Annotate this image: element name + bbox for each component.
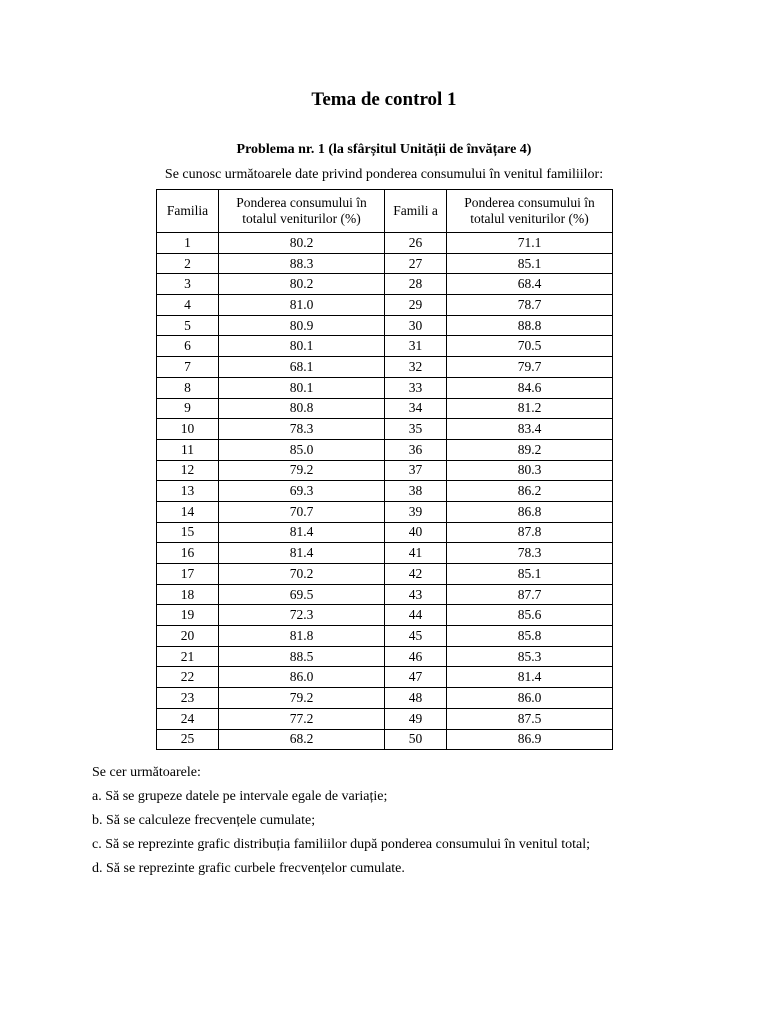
cell-pondere: 79.2: [219, 460, 385, 481]
cell-pondere-2: 87.8: [447, 522, 613, 543]
table-header-row: [157, 190, 613, 233]
cell-pondere: 68.1: [219, 357, 385, 378]
cell-pondere-2: 80.3: [447, 460, 613, 481]
cell-familia-2: 31: [385, 336, 447, 357]
cell-pondere-2: 81.2: [447, 398, 613, 419]
cell-pondere: 81.4: [219, 543, 385, 564]
cell-pondere: 81.8: [219, 626, 385, 647]
cell-familia-2: 33: [385, 377, 447, 398]
cell-familia-2: 46: [385, 646, 447, 667]
cell-familia: 18: [157, 584, 219, 605]
cell-familia-2: 39: [385, 501, 447, 522]
table-row: [157, 253, 613, 274]
cell-familia: 19: [157, 605, 219, 626]
table-row: [157, 522, 613, 543]
cell-pondere-2: 68.4: [447, 274, 613, 295]
table-row: [157, 729, 613, 750]
cell-pondere: 72.3: [219, 605, 385, 626]
cell-pondere-2: 83.4: [447, 419, 613, 440]
table-row: [157, 605, 613, 626]
cell-pondere-2: 86.0: [447, 688, 613, 709]
cell-familia: 16: [157, 543, 219, 564]
requirement-a: a. Să se grupeze datele pe intervale egale de variație;: [92, 789, 388, 804]
cell-familia: 7: [157, 357, 219, 378]
cell-pondere: 70.2: [219, 564, 385, 585]
cell-pondere-2: 87.7: [447, 584, 613, 605]
cell-pondere: 78.3: [219, 419, 385, 440]
cell-pondere-2: 78.3: [447, 543, 613, 564]
table-row: [157, 336, 613, 357]
header-familia: Familia: [157, 190, 219, 233]
cell-pondere: 88.3: [219, 253, 385, 274]
cell-familia: 23: [157, 688, 219, 709]
table-row: [157, 626, 613, 647]
table-row: [157, 688, 613, 709]
cell-familia-2: 29: [385, 295, 447, 316]
cell-pondere-2: 85.6: [447, 605, 613, 626]
table-row: [157, 584, 613, 605]
cell-familia: 24: [157, 708, 219, 729]
cell-familia-2: 35: [385, 419, 447, 440]
cell-familia-2: 41: [385, 543, 447, 564]
cell-pondere: 80.2: [219, 274, 385, 295]
table-row: [157, 377, 613, 398]
cell-pondere: 80.1: [219, 336, 385, 357]
cell-pondere: 81.4: [219, 522, 385, 543]
cell-familia: 10: [157, 419, 219, 440]
cell-pondere: 88.5: [219, 646, 385, 667]
requirements-section: [92, 763, 590, 883]
problem-heading: Problema nr. 1 (la sfârșitul Unității de învățare 4): [236, 142, 532, 157]
header-pondere-2: Ponderea consumului în totalul veniturilor (%): [447, 190, 613, 233]
cell-familia-2: 45: [385, 626, 447, 647]
cell-pondere: 80.1: [219, 377, 385, 398]
cell-pondere-2: 86.2: [447, 481, 613, 502]
cell-familia: 2: [157, 253, 219, 274]
cell-familia-2: 40: [385, 522, 447, 543]
document-title: Tema de control 1: [311, 89, 457, 110]
cell-pondere: 80.9: [219, 315, 385, 336]
cell-pondere-2: 85.3: [447, 646, 613, 667]
table-row: [157, 667, 613, 688]
cell-familia-2: 34: [385, 398, 447, 419]
cell-familia: 12: [157, 460, 219, 481]
cell-pondere: 80.8: [219, 398, 385, 419]
cell-familia: 3: [157, 274, 219, 295]
cell-pondere: 86.0: [219, 667, 385, 688]
cell-familia: 8: [157, 377, 219, 398]
cell-familia-2: 27: [385, 253, 447, 274]
cell-pondere: 80.2: [219, 233, 385, 254]
table-row: [157, 501, 613, 522]
cell-familia-2: 32: [385, 357, 447, 378]
cell-familia: 14: [157, 501, 219, 522]
cell-familia: 13: [157, 481, 219, 502]
cell-familia: 5: [157, 315, 219, 336]
cell-pondere-2: 85.1: [447, 253, 613, 274]
cell-pondere-2: 87.5: [447, 708, 613, 729]
header-pondere-1: Ponderea consumului în totalul veniturilor (%): [219, 190, 385, 233]
table-row: [157, 708, 613, 729]
cell-pondere-2: 71.1: [447, 233, 613, 254]
cell-pondere: 69.3: [219, 481, 385, 502]
cell-familia-2: 42: [385, 564, 447, 585]
table-row: [157, 646, 613, 667]
cell-pondere: 81.0: [219, 295, 385, 316]
cell-familia: 1: [157, 233, 219, 254]
table-row: [157, 295, 613, 316]
cell-pondere-2: 86.9: [447, 729, 613, 750]
cell-pondere-2: 84.6: [447, 377, 613, 398]
data-table: [156, 189, 613, 750]
cell-pondere-2: 79.7: [447, 357, 613, 378]
cell-pondere-2: 88.8: [447, 315, 613, 336]
cell-pondere: 69.5: [219, 584, 385, 605]
cell-familia: 21: [157, 646, 219, 667]
table-body: [157, 233, 613, 750]
cell-familia: 11: [157, 439, 219, 460]
cell-pondere: 79.2: [219, 688, 385, 709]
cell-familia-2: 36: [385, 439, 447, 460]
cell-pondere-2: 89.2: [447, 439, 613, 460]
cell-pondere: 68.2: [219, 729, 385, 750]
cell-pondere: 85.0: [219, 439, 385, 460]
cell-familia: 15: [157, 522, 219, 543]
table-row: [157, 419, 613, 440]
cell-pondere-2: 85.8: [447, 626, 613, 647]
cell-familia: 20: [157, 626, 219, 647]
cell-familia-2: 50: [385, 729, 447, 750]
cell-familia: 25: [157, 729, 219, 750]
table-row: [157, 564, 613, 585]
cell-familia: 6: [157, 336, 219, 357]
table-row: [157, 543, 613, 564]
cell-familia-2: 30: [385, 315, 447, 336]
cell-pondere: 77.2: [219, 708, 385, 729]
cell-familia-2: 28: [385, 274, 447, 295]
cell-pondere-2: 81.4: [447, 667, 613, 688]
requirement-c: c. Să se reprezinte grafic distribuția familiilor după ponderea consumului în venitul total;: [92, 837, 591, 852]
cell-pondere: 70.7: [219, 501, 385, 522]
requirement-d: d. Să se reprezinte grafic curbele frecvențelor cumulate.: [92, 861, 405, 876]
cell-familia-2: 47: [385, 667, 447, 688]
cell-familia: 22: [157, 667, 219, 688]
requirements-intro: Se cer următoarele:: [92, 765, 201, 780]
cell-familia: 4: [157, 295, 219, 316]
table-row: [157, 398, 613, 419]
table-row: [157, 315, 613, 336]
table-row: [157, 233, 613, 254]
cell-pondere-2: 85.1: [447, 564, 613, 585]
table-row: [157, 460, 613, 481]
cell-familia-2: 44: [385, 605, 447, 626]
table-row: [157, 274, 613, 295]
cell-familia-2: 48: [385, 688, 447, 709]
cell-familia-2: 38: [385, 481, 447, 502]
requirement-b: b. Să se calculeze frecvențele cumulate;: [92, 813, 316, 828]
intro-text: Se cunosc următoarele date privind ponderea consumului în venitul familiilor:: [164, 167, 604, 182]
cell-familia-2: 43: [385, 584, 447, 605]
cell-pondere-2: 86.8: [447, 501, 613, 522]
header-familia-2: Famili a: [385, 190, 447, 233]
cell-pondere-2: 78.7: [447, 295, 613, 316]
cell-familia-2: 26: [385, 233, 447, 254]
cell-pondere-2: 70.5: [447, 336, 613, 357]
cell-familia: 9: [157, 398, 219, 419]
cell-familia-2: 49: [385, 708, 447, 729]
table-row: [157, 439, 613, 460]
table-row: [157, 357, 613, 378]
cell-familia: 17: [157, 564, 219, 585]
table-row: [157, 481, 613, 502]
cell-familia-2: 37: [385, 460, 447, 481]
